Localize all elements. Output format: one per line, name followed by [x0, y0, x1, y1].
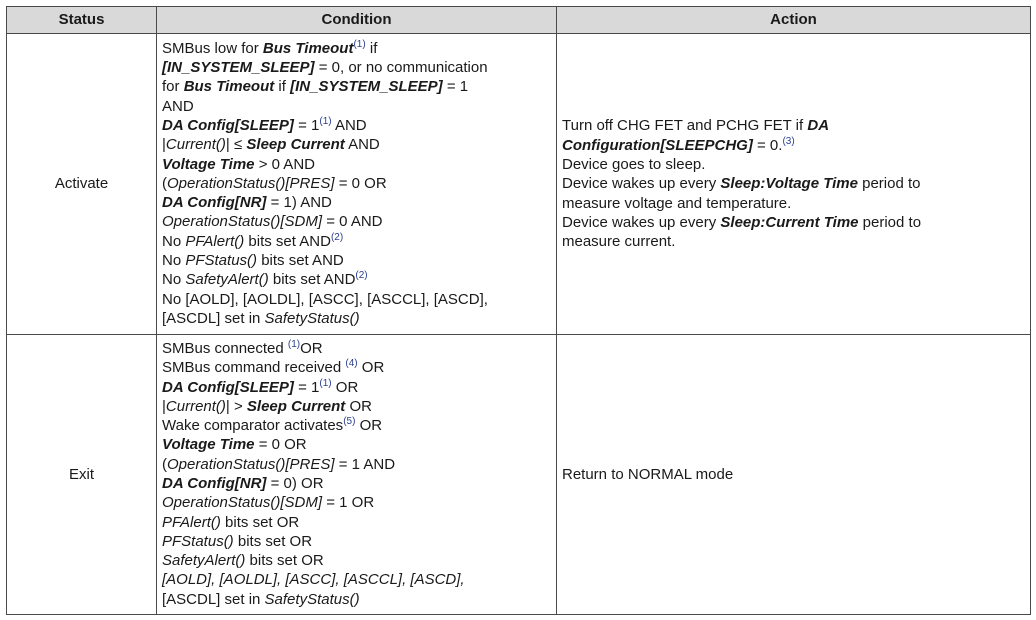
text-run: OR [300, 339, 323, 357]
footnote-ref: (1) [353, 38, 366, 50]
text-line [162, 155, 551, 174]
text-line [562, 213, 1025, 232]
text-run: bits set AND [244, 232, 331, 250]
text-line [162, 193, 551, 212]
text-run: bits set AND [257, 252, 344, 270]
text-run: SMBus low for [162, 39, 263, 57]
text-line [162, 474, 551, 493]
text-line [162, 174, 551, 193]
text-run: DA Config[NR] [162, 194, 267, 212]
text-line [162, 378, 551, 397]
text-run: bits set OR [220, 513, 300, 531]
text-run: OperationStatus()[PRES] [167, 455, 335, 473]
status-cell: Exit [7, 335, 157, 615]
table-row-exit [7, 335, 1031, 615]
footnote-ref: (1) [287, 338, 301, 350]
table-row-activate [7, 34, 1031, 335]
text-run: | ≤ [225, 136, 247, 154]
footnote-ref: (2) [355, 270, 368, 282]
text-run: Sleep:Voltage Time [720, 175, 858, 193]
footnote-ref: (1) [319, 377, 332, 389]
sleep-mode-table [6, 6, 1031, 615]
text-run: AND [344, 136, 380, 154]
text-line [162, 97, 551, 116]
text-line [562, 232, 1025, 251]
text-line [162, 58, 551, 77]
text-run: = 1 [442, 78, 469, 96]
text-line [162, 339, 551, 358]
text-run: measure voltage and temperature. [562, 194, 792, 212]
header-status: Status [7, 7, 157, 34]
text-line [562, 136, 1025, 155]
text-run: Sleep:Current Time [720, 213, 859, 231]
text-line [162, 39, 551, 58]
table-header-row [7, 7, 1031, 34]
text-run: AND [162, 97, 194, 115]
text-run: OperationStatus()[PRES] [167, 174, 335, 192]
text-run: SMBus command received [162, 359, 346, 377]
text-run: PFStatus() [185, 252, 258, 270]
text-run: for [162, 78, 184, 96]
text-run: = 1 [293, 378, 320, 396]
text-run: bits set OR [245, 552, 324, 570]
text-run: Sleep Current [246, 397, 346, 415]
text-run: Current() [165, 136, 226, 154]
text-run: Bus Timeout [183, 78, 275, 96]
text-line [162, 493, 551, 512]
text-line [162, 435, 551, 454]
text-run: SafetyStatus() [264, 309, 360, 327]
text-run: = 0 OR [334, 174, 387, 192]
text-line [162, 212, 551, 231]
text-run: DA Config[SLEEP] [162, 378, 294, 396]
text-run: DA [807, 117, 830, 135]
text-run: Device goes to sleep. [562, 156, 706, 174]
text-line [562, 194, 1025, 213]
text-run: OperationStatus()[SDM] [162, 213, 323, 231]
text-line [162, 532, 551, 551]
text-run: = 1 [293, 116, 320, 134]
status-cell: Activate [7, 34, 157, 335]
text-line [162, 551, 551, 570]
text-run: = 1 AND [334, 455, 396, 473]
text-run: Device wakes up every [562, 213, 721, 231]
text-run: = 0) OR [266, 475, 324, 492]
text-run: No [162, 252, 186, 270]
text-run: | [162, 397, 166, 415]
text-run: [ASCDL] set in [162, 590, 265, 608]
text-run: AND [331, 116, 367, 134]
text-run: OR [357, 359, 385, 377]
text-run: = 0, or no communication [314, 59, 488, 77]
text-run: if [274, 78, 291, 96]
text-run: SMBus connected [162, 339, 288, 357]
text-line [162, 570, 551, 589]
condition-cell [157, 335, 557, 615]
text-run: | [162, 136, 166, 154]
header-condition: Condition [157, 7, 557, 34]
text-run: measure current. [562, 233, 676, 251]
footnote-ref: (3) [782, 135, 795, 147]
text-run: = 0 AND [322, 213, 383, 231]
text-run: Return to NORMAL mode [562, 465, 734, 483]
text-run: = 0 OR [254, 436, 307, 454]
text-run: OR [345, 397, 372, 415]
text-run: DA Config[NR] [162, 475, 267, 492]
text-run: DA Config[SLEEP] [162, 116, 294, 134]
text-line [162, 416, 551, 435]
text-run: OR [355, 417, 383, 435]
text-run: if [365, 39, 378, 57]
text-run: Turn off CHG FET and PCHG FET if [562, 117, 808, 135]
text-run: SafetyStatus() [264, 590, 360, 608]
text-run: period to [858, 213, 922, 231]
text-line [162, 590, 551, 609]
action-cell [557, 34, 1031, 335]
text-run: No [AOLD], [AOLDL], [ASCC], [ASCCL], [ASCD], [162, 290, 488, 308]
text-run: Device wakes up every [562, 175, 721, 193]
text-line [162, 116, 551, 135]
text-run: bits set OR [233, 532, 313, 550]
text-line [162, 513, 551, 532]
footnote-ref: (2) [330, 231, 344, 243]
text-run: Voltage Time [162, 155, 255, 173]
text-run: ( [162, 174, 167, 192]
text-line [162, 290, 551, 309]
text-line [162, 251, 551, 270]
text-run: = 0. [752, 136, 783, 154]
text-run: | > [225, 397, 247, 415]
action-cell [557, 335, 1031, 615]
text-line [562, 116, 1025, 135]
text-run: = 1) AND [266, 194, 332, 212]
footnote-ref: (4) [345, 358, 358, 370]
text-line [162, 270, 551, 289]
text-run: bits set AND [268, 271, 356, 289]
text-run: PFStatus() [162, 532, 234, 550]
text-run: PFAlert() [162, 513, 221, 531]
text-run: [IN_SYSTEM_SLEEP] [162, 59, 315, 77]
text-run: No [162, 271, 186, 289]
text-run: No [162, 232, 186, 250]
text-line [562, 155, 1025, 174]
text-run: Bus Timeout [262, 39, 354, 57]
footnote-ref: (1) [319, 115, 332, 127]
text-line [162, 358, 551, 377]
sleep-mode-table-container [6, 6, 1030, 615]
footnote-ref: (5) [343, 416, 356, 428]
text-line [162, 232, 551, 251]
text-run: Current() [165, 397, 226, 415]
text-run: SafetyAlert() [162, 552, 246, 570]
text-run: > 0 AND [254, 155, 315, 173]
text-line [562, 465, 1025, 484]
text-run: Configuration[SLEEPCHG] [562, 136, 753, 154]
text-run: Sleep Current [246, 136, 345, 154]
text-line [162, 135, 551, 154]
text-line [162, 397, 551, 416]
text-run: PFAlert() [185, 232, 245, 250]
condition-cell [157, 34, 557, 335]
text-line [162, 455, 551, 474]
text-run: SafetyAlert() [185, 271, 269, 289]
text-run: OR [331, 378, 359, 396]
text-line [162, 309, 551, 328]
text-line [562, 174, 1025, 193]
text-run: [IN_SYSTEM_SLEEP] [290, 78, 443, 96]
text-run: [ASCDL] set in [162, 309, 265, 327]
header-action: Action [557, 7, 1031, 34]
text-run: period to [857, 175, 921, 193]
text-run: = 1 OR [322, 494, 375, 512]
text-run: Wake comparator activates [162, 417, 344, 435]
text-run: ( [162, 455, 167, 473]
text-run: OperationStatus()[SDM] [162, 494, 323, 512]
text-line [162, 77, 551, 96]
text-run: Voltage Time [162, 436, 255, 454]
text-run: [AOLD], [AOLDL], [ASCC], [ASCCL], [ASCD], [162, 571, 465, 589]
